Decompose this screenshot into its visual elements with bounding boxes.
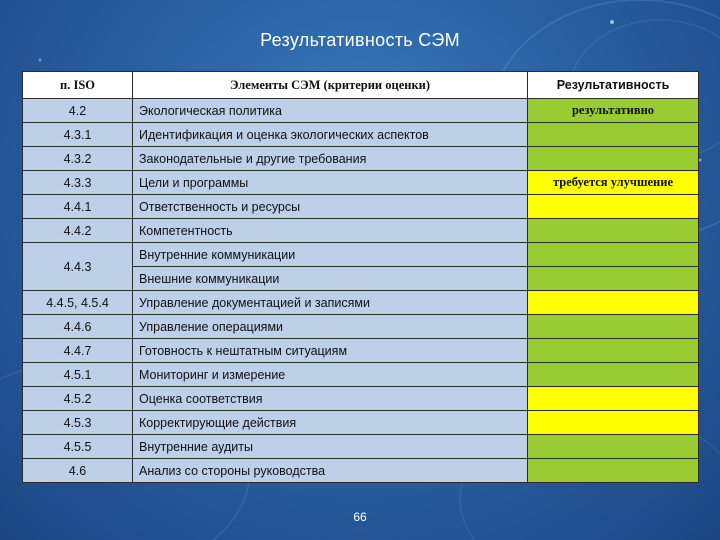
result-cell bbox=[528, 339, 699, 363]
table-row bbox=[23, 363, 699, 387]
result-cell bbox=[528, 363, 699, 387]
result-cell bbox=[528, 411, 699, 435]
element-cell: Оценка соответствия bbox=[133, 387, 528, 411]
iso-clause-cell: 4.3.2 bbox=[23, 147, 133, 171]
page-number: 66 bbox=[353, 510, 367, 524]
element-cell: Ответственность и ресурсы bbox=[133, 195, 528, 219]
iso-clause-cell: 4.5.2 bbox=[23, 387, 133, 411]
table-row bbox=[23, 99, 699, 123]
result-cell: требуется улучшение bbox=[528, 171, 699, 195]
result-cell bbox=[528, 123, 699, 147]
table-row bbox=[23, 339, 699, 363]
table-row bbox=[23, 219, 699, 243]
iso-clause-cell: 4.4.2 bbox=[23, 219, 133, 243]
iso-clause-cell: 4.5.3 bbox=[23, 411, 133, 435]
table-row bbox=[23, 171, 699, 195]
table-row bbox=[23, 459, 699, 483]
effectiveness-table bbox=[22, 71, 699, 483]
element-cell: Корректирующие действия bbox=[133, 411, 528, 435]
table-row bbox=[23, 123, 699, 147]
table-row bbox=[23, 411, 699, 435]
iso-clause-cell: 4.4.7 bbox=[23, 339, 133, 363]
result-cell bbox=[528, 195, 699, 219]
result-cell bbox=[528, 291, 699, 315]
element-cell: Цели и программы bbox=[133, 171, 528, 195]
iso-clause-cell: 4.5.5 bbox=[23, 435, 133, 459]
iso-clause-cell: 4.6 bbox=[23, 459, 133, 483]
header-effectiveness: Результативность bbox=[528, 72, 699, 99]
element-cell: Управление документацией и записями bbox=[133, 291, 528, 315]
element-cell: Управление операциями bbox=[133, 315, 528, 339]
iso-clause-cell: 4.2 bbox=[23, 99, 133, 123]
slide-title: Результативность СЭМ bbox=[260, 30, 460, 50]
iso-clause-cell: 4.4.1 bbox=[23, 195, 133, 219]
iso-clause-cell: 4.3.1 bbox=[23, 123, 133, 147]
element-cell: Анализ со стороны руководства bbox=[133, 459, 528, 483]
result-cell bbox=[528, 387, 699, 411]
element-cell: Готовность к нештатным ситуациям bbox=[133, 339, 528, 363]
result-cell bbox=[528, 459, 699, 483]
element-cell: Экологическая политика bbox=[133, 99, 528, 123]
table-row bbox=[23, 147, 699, 171]
element-cell: Внутренние коммуникации bbox=[133, 243, 528, 267]
table-row bbox=[23, 243, 699, 267]
header-iso-clause: п. ISO bbox=[23, 72, 133, 99]
table-row bbox=[23, 291, 699, 315]
element-cell: Компетентность bbox=[133, 219, 528, 243]
table-header-row bbox=[23, 72, 699, 99]
result-cell: результативно bbox=[528, 99, 699, 123]
table-row bbox=[23, 435, 699, 459]
table-row bbox=[23, 387, 699, 411]
result-cell bbox=[528, 147, 699, 171]
element-cell: Внутренние аудиты bbox=[133, 435, 528, 459]
result-cell bbox=[528, 267, 699, 291]
table-row bbox=[23, 315, 699, 339]
result-cell bbox=[528, 219, 699, 243]
header-ems-elements: Элементы СЭМ (критерии оценки) bbox=[133, 72, 528, 99]
element-cell: Внешние коммуникации bbox=[133, 267, 528, 291]
element-cell: Законодательные и другие требования bbox=[133, 147, 528, 171]
result-cell bbox=[528, 315, 699, 339]
iso-clause-cell: 4.5.1 bbox=[23, 363, 133, 387]
result-cell bbox=[528, 243, 699, 267]
iso-clause-cell: 4.4.6 bbox=[23, 315, 133, 339]
table-row bbox=[23, 195, 699, 219]
element-cell: Идентификация и оценка экологических аспектов bbox=[133, 123, 528, 147]
iso-clause-cell: 4.3.3 bbox=[23, 171, 133, 195]
result-cell bbox=[528, 435, 699, 459]
iso-clause-cell: 4.4.5, 4.5.4 bbox=[23, 291, 133, 315]
iso-clause-cell: 4.4.3 bbox=[23, 243, 133, 291]
element-cell: Мониторинг и измерение bbox=[133, 363, 528, 387]
